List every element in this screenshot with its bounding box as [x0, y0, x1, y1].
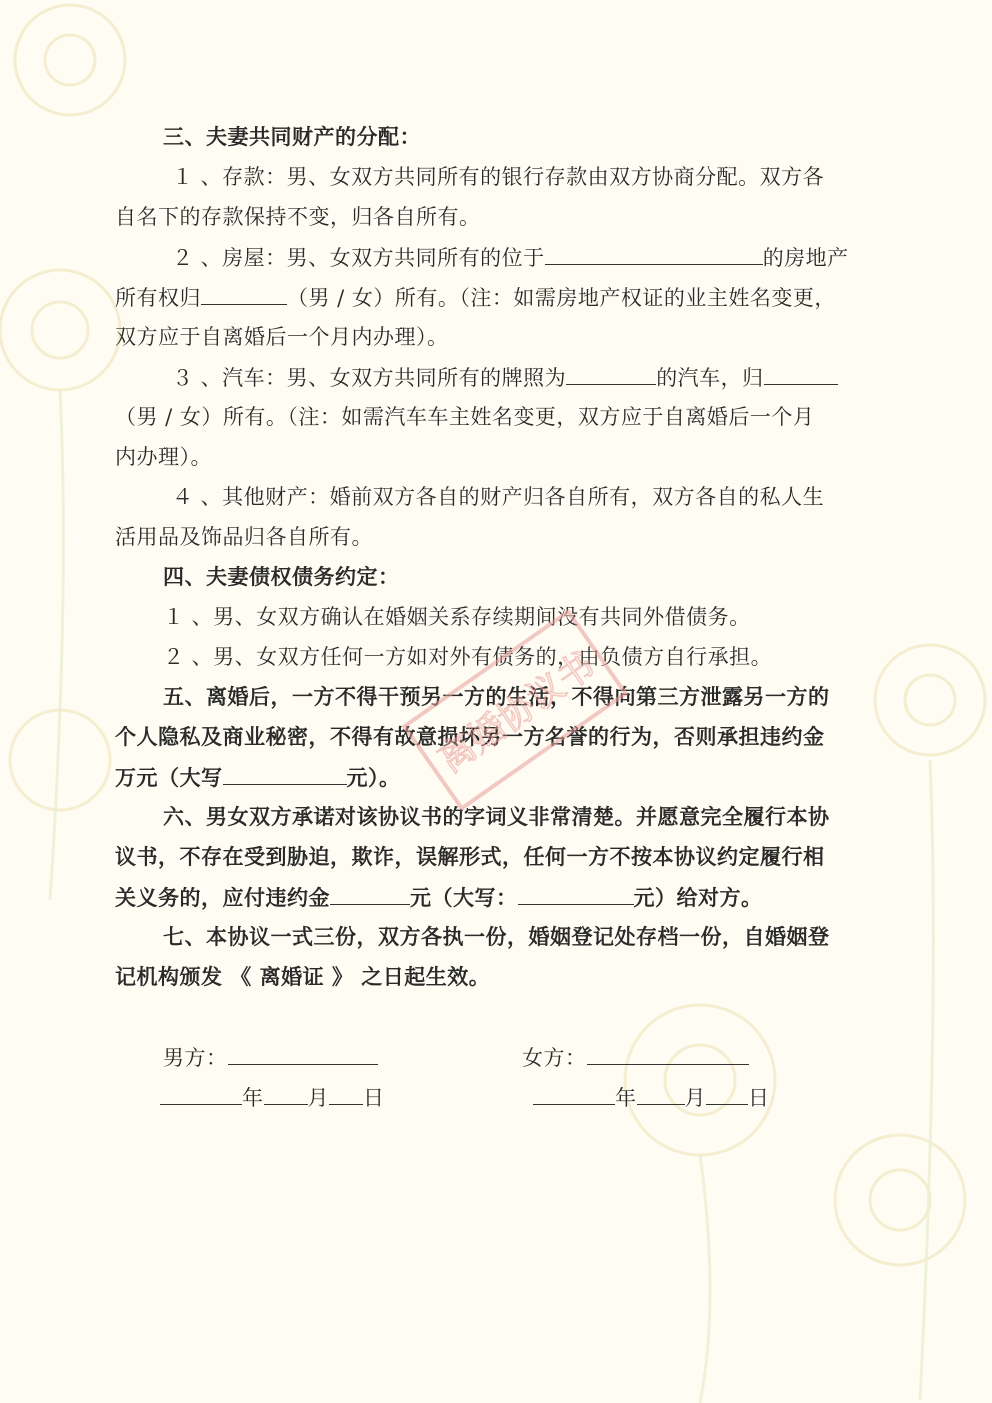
section-7-line2: 记机构颁发 《 离婚证 》 之日起生效。 — [115, 965, 491, 989]
section-5-line2: 个人隐私及商业秘密，不得有故意损坏另一方名誉的行为，否则承担违约金 — [115, 725, 825, 749]
male-month-label: 月 — [307, 1086, 329, 1110]
item-other-line2: 活用品及饰品归各自所有。 — [115, 525, 373, 549]
male-signature-blank[interactable] — [228, 1042, 378, 1065]
item-savings-line1: １ 、存款：男、女双方共同所有的银行存款由双方协商分配。双方各 — [172, 165, 825, 189]
item-house-text-c: 所有权归 — [115, 286, 201, 310]
section-5-line1: 五、离婚后，一方不得干预另一方的生活，不得向第三方泄露另一方的 — [163, 685, 830, 709]
section-6-text-c: 元）给对方。 — [633, 886, 763, 910]
female-signature-blank[interactable] — [587, 1042, 749, 1065]
section-5-text-b: 元）。 — [346, 766, 401, 790]
section-5-text-a: 万元（大写 — [115, 766, 223, 790]
female-signature-row — [522, 1042, 749, 1072]
male-year-label: 年 — [242, 1086, 264, 1110]
item-house-text-d: （男 / 女）所有。（注：如需房地产权证的业主姓名变更， — [287, 286, 836, 310]
female-month-blank[interactable] — [637, 1082, 685, 1105]
debt-item-1: １ 、男、女双方确认在婚姻关系存续期间没有共同外借债务。 — [163, 605, 751, 629]
section-6-text-b: 元（大写： — [410, 886, 518, 910]
item-house-line3: 双方应于自离婚后一个月内办理）。 — [115, 325, 449, 349]
penalty-amount-blank[interactable] — [223, 762, 347, 785]
female-day-blank[interactable] — [706, 1082, 748, 1105]
item-car-text-b: 的汽车，归 — [656, 366, 764, 390]
section-4-heading: 四、夫妻债权债务约定： — [163, 565, 400, 589]
section-3-heading: 三、夫妻共同财产的分配： — [163, 125, 421, 149]
section-6-line3 — [115, 882, 763, 912]
breach-amount-words-blank[interactable] — [518, 882, 634, 905]
watermark-stamp — [345, 590, 685, 830]
female-year-label: 年 — [615, 1086, 637, 1110]
debt-item-2: ２ 、男、女双方任何一方如对外有债务的，由负债方自行承担。 — [163, 645, 773, 669]
car-plate-blank[interactable] — [566, 362, 656, 385]
breach-amount-blank[interactable] — [330, 882, 410, 905]
female-label: 女方： — [522, 1046, 587, 1070]
item-house-line1 — [172, 242, 849, 272]
item-car-line1 — [172, 362, 838, 392]
male-signature-row — [163, 1042, 378, 1072]
male-day-label: 日 — [363, 1086, 385, 1110]
section-6-text-a: 关义务的，应付违约金 — [115, 886, 330, 910]
item-car-text-a: ３ 、汽车：男、女双方共同所有的牌照为 — [172, 366, 567, 390]
item-car-line3: 内办理）。 — [115, 445, 212, 469]
female-day-label: 日 — [748, 1086, 770, 1110]
section-6-line1: 六、男女双方承诺对该协议书的字词义非常清楚。并愿意完全履行本协 — [163, 805, 830, 829]
section-7-line1: 七、本协议一式三份，双方各执一份，婚姻登记处存档一份，自婚姻登 — [163, 925, 830, 949]
male-label: 男方： — [163, 1046, 228, 1070]
item-other-line1: ４ 、其他财产：婚前双方各自的财产归各自所有，双方各自的私人生 — [172, 485, 825, 509]
male-month-blank[interactable] — [264, 1082, 308, 1105]
item-house-text-a: ２ 、房屋：男、女双方共同所有的位于 — [172, 246, 545, 270]
male-year-blank[interactable] — [160, 1082, 242, 1105]
female-year-blank[interactable] — [533, 1082, 615, 1105]
house-location-blank[interactable] — [545, 242, 763, 265]
item-house-text-b: 的房地产 — [762, 246, 849, 270]
section-6-line2: 议书，不存在受到胁迫，欺诈，误解形式，任何一方不按本协议约定履行相 — [115, 845, 825, 869]
male-day-blank[interactable] — [329, 1082, 363, 1105]
item-savings-line2: 自名下的存款保持不变，归各自所有。 — [115, 205, 481, 229]
male-date-row — [160, 1082, 385, 1112]
female-date-row — [533, 1082, 770, 1112]
house-owner-blank[interactable] — [201, 282, 287, 305]
item-house-line2 — [115, 282, 836, 312]
item-car-line2: （男 / 女）所有。（注：如需汽车车主姓名变更，双方应于自离婚后一个月 — [115, 405, 815, 429]
watermark-text: 离婚协议书 — [431, 644, 603, 782]
female-month-label: 月 — [684, 1086, 706, 1110]
car-owner-blank[interactable] — [764, 362, 838, 385]
